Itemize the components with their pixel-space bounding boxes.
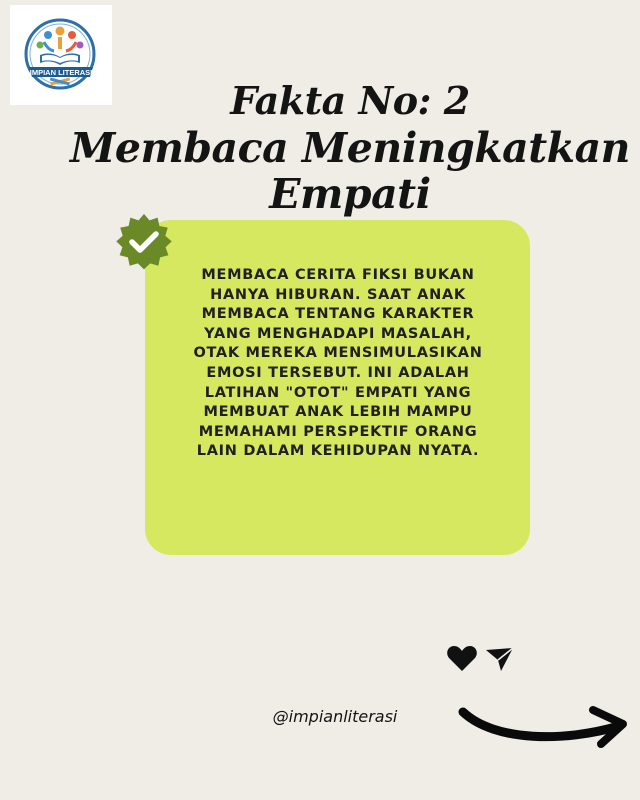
social-actions	[446, 644, 520, 678]
swipe-arrow-icon[interactable]	[455, 690, 635, 764]
svg-text:IMPIAN LITERASI: IMPIAN LITERASI	[29, 68, 93, 77]
heart-icon[interactable]	[447, 646, 477, 671]
heading-title-line2: Empati	[269, 170, 431, 218]
fact-card-body: MEMBACA CERITA FIKSI BUKAN HANYA HIBURAN. SAAT ANAK MEMBACA TENTANG KARAKTER YANG MENGHADAPI MASALAH, OTAK MEREKA MENSIMULASIKAN EMOSI TERSEBUT. INI ADALAH LATIHAN "OTOT" EMPATI YANG MEMBUAT ANAK LEBIH MAMPU MEMAHAMI PERSPEKTIF ORANG LAIN DALAM KEHIDUPAN NYATA.	[193, 267, 483, 460]
send-icon[interactable]	[486, 648, 513, 671]
heading-fact-number: Fakta No: 2	[230, 78, 470, 123]
check-badge-icon	[110, 209, 178, 281]
heading-title-line1: Membaca Meningkatkan	[70, 124, 630, 172]
social-handle: @impianliterasi	[272, 707, 398, 726]
